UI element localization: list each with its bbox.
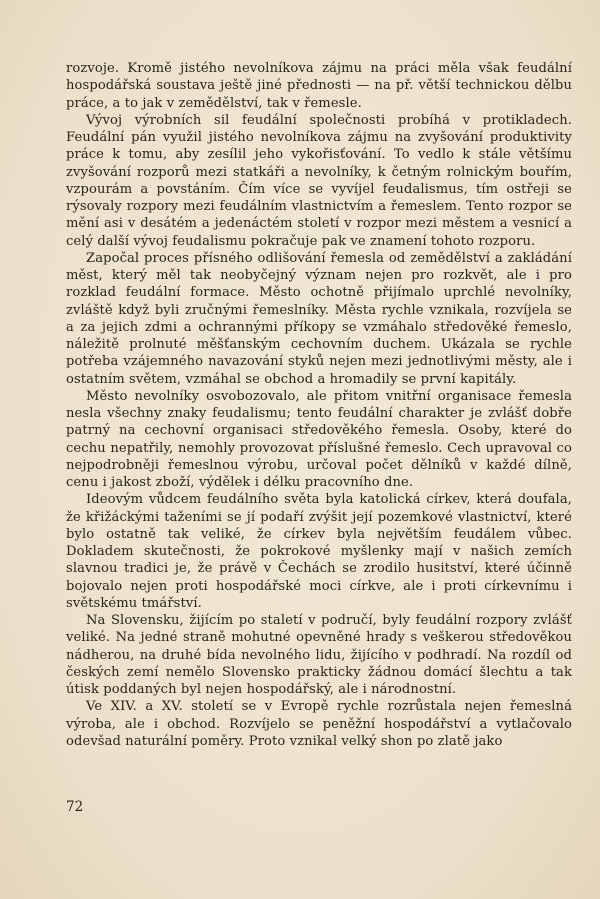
paragraph-2: Vývoj výrobních sil feudální společnosti probíhá v protikladech. Feudální pán využil jistého nevolníkova zájmu na zvyšování produktivity práce k tomu, aby zesílil jeho vykořisťování. To vedlo k stále většímu zvyšování rozporů mezi statkáři a nevolníky, k četným rolnickým bouřím, vzpourám a povstáním. Čím více se vyvíjel feudalismus, tím ostřeji se rýsovaly rozpory mezi feudálním vlastnictvím a řemeslem. Tento rozpor se mění asi v desátém a jedenáctém století v rozpor mezi městem a vesnicí a celý další vývoj feudalismu pokračuje pak ve znamení tohoto rozporu. bbox=[66, 112, 572, 249]
page-number: 72 bbox=[66, 799, 84, 815]
paragraph-4: Město nevolníky osvobozovalo, ale přitom vnitřní organisace řemesla nesla všechny znaky feudalismu; tento feudální charakter je zvlášť dobře patrný na cechovní organisaci středověkého řemesla. Osoby, které do cechu nepatřily, nemohly provozovat příslušné řemeslo. Cech upravoval co nejpodrobněji řemeslnou výrobu, určoval počet dělníků v každé dílně, cenu i jakost zboží, výdělek i délku pracovního dne. bbox=[66, 388, 572, 490]
paragraph-1: rozvoje. Kromě jistého nevolníkova zájmu na práci měla však feudální hospodářská soustava ještě jiné přednosti — na př. větší technickou dělbu práce, a to jak v zemědělství, tak v řemesle. bbox=[66, 61, 572, 111]
paragraph-7: Ve XIV. a XV. století se v Evropě rychle rozrůstala nejen řemeslná výroba, ale i obchod. Rozvíjelo se peněžní hospodářství a vytlačovalo odevšad naturální poměry. Proto vznikal velký shon po zlatě jako bbox=[66, 699, 572, 749]
body-text bbox=[66, 60, 572, 750]
paragraph-5: Ideovým vůdcem feudálního světa byla katolická církev, která doufala, že křižáckými taženími se jí podaří zvýšit její pozemkové vlastnictví, které bylo ostatně tak veliké, že církev byla největším feudálem vůbec. Dokladem skutečnosti, že pokrokové myšlenky mají v našich zemích slavnou tradici je, že právě v Čechách se zrodilo husitství, které účinně bojovalo nejen proti hospodářské moci církve, ale i proti církevnímu i světskému tmářství. bbox=[66, 492, 572, 611]
paragraph-6: Na Slovensku, žijícím po staletí v područí, byly feudální rozpory zvlášť veliké. Na jedné straně mohutné opevněné hrady s veškerou středověkou nádherou, na druhé bída nevolného lidu, žijícího v podhradí. Na rozdíl od českých zemí nemělo Slovensko prakticky žádnou domácí šlechtu a tak útisk poddaných byl nejen hospodářský, ale i národnostní. bbox=[66, 613, 572, 697]
paragraph-3: Započal proces přísného odlišování řemesla od zemědělství a zakládání měst, který měl tak neobyčejný význam nejen pro rozkvět, ale i pro rozklad feudální formace. Město ochotně přijímalo uprchlé nevolníky, zvláště když byli zručnými řemeslníky. Města rychle vznikala, rozvíjela se a za jejich zdmi a ochrannými příkopy se vzmáhalo středověké řemeslo, náležitě prolnuté měšťanským cechovním duchem. Ukázala se rychle potřeba vzájemného navazování styků nejen mezi jednotlivými městy, ale i ostatním světem, vzmáhal se obchod a hromadily se první kapitály. bbox=[66, 250, 572, 387]
